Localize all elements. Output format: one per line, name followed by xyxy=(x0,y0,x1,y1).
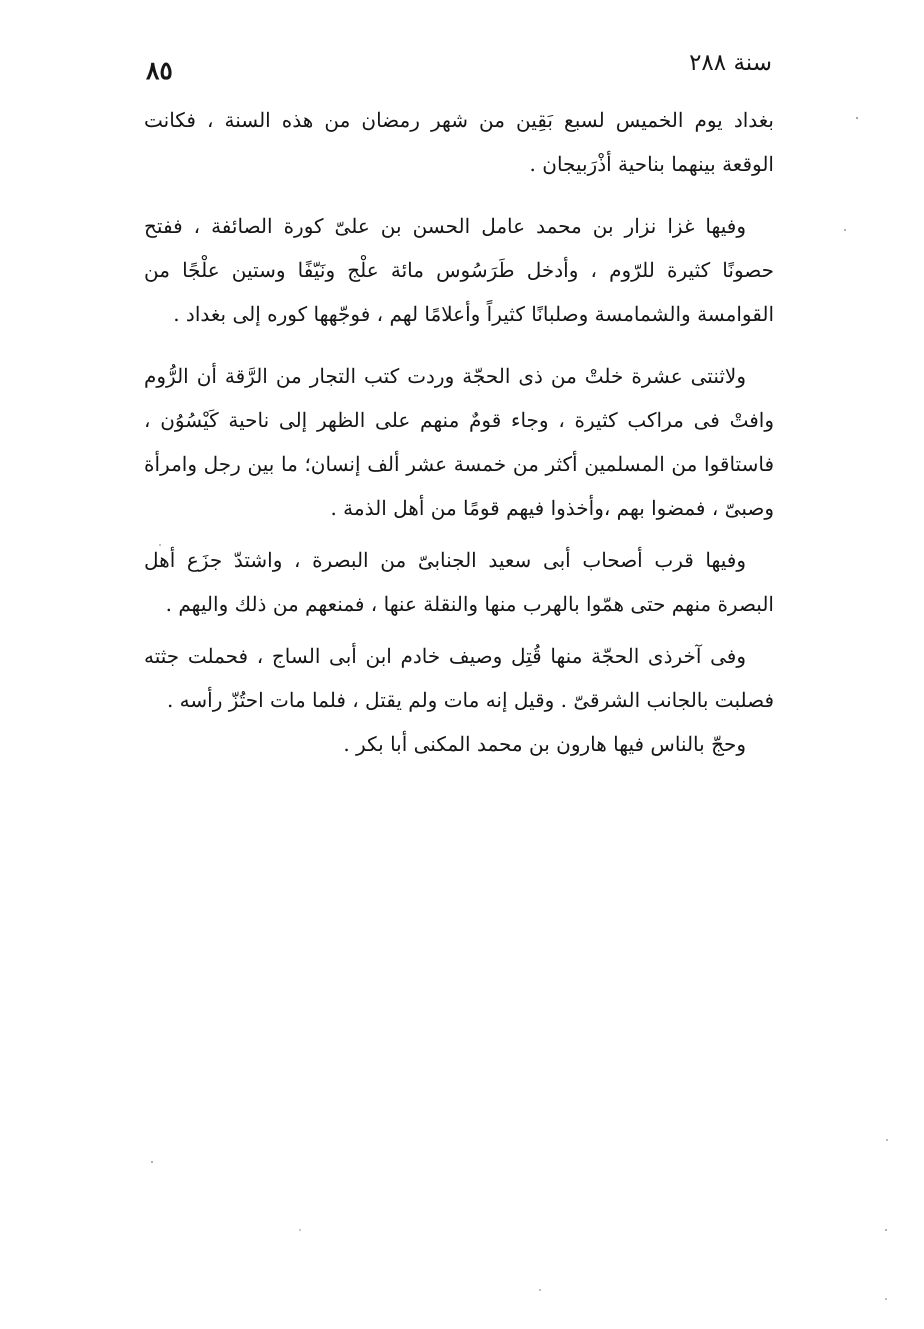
paragraph-baghdad-battle: بغداد يوم الخميس لسبع بَقِين من شهر رمضان من هذه السنة ، فكانت الوقعة بينهما بناحية أذْرَبيجان . xyxy=(144,108,774,176)
paragraph-byzantine-raid: ولاثنتى عشرة خلتْ من ذى الحجّة وردت كتب التجار من الرَّقة أن الرُّوم وافتْ فى مراكب كثيرة ، وجاء قومٌ منهم على الظهر إلى ناحية كَيْسُوُن ، فاستاقوا من المسلمين أكثر من خمسة عشر ألف إنسان؛ ما بين رجل وامرأة وصبىّ ، فمضوا بهم ،وأخذوا فيهم قومًا من أهل الذمة . xyxy=(144,364,774,520)
paragraph-basra-fear: وفيها قرب أصحاب أبى سعيد الجنابىّ من البصرة ، واشتدّ جزَع أهل البصرة منهم حتى همّوا بالهرب منها والنقلة عنها ، فمنعهم من ذلك واليهم . xyxy=(144,548,774,616)
page-number: ٨٥ xyxy=(146,56,173,85)
paragraph-pilgrimage: وحجّ بالناس فيها هارون بن محمد المكنى أبا بكر . xyxy=(343,732,746,756)
paragraph-wasif-killed: وفى آخرذى الحجّة منها قُتِل وصيف خادم ابن أبى الساج ، فحملت جثته فصلبت بالجانب الشرقىّ . وقيل إنه مات ولم يقتل ، فلما مات احتُزّ رأسه . xyxy=(144,644,774,712)
paragraph-nizar-raid: وفيها غزا نزار بن محمد عامل الحسن بن علىّ كورة الصائفة ، ففتح حصونًا كثيرة للرّوم ، وأدخل طَرَسُوس مائة علْج ونَيّفًا وستين علْجًا من القوامسة والشمامسة وصلبانًا كثيراً وأعلامًا لهم ، فوجّهها كوره إلى بغداد . xyxy=(144,214,774,326)
page-body xyxy=(144,98,774,766)
running-head-year: سنة ٢٨٨ xyxy=(689,50,772,76)
page-header xyxy=(146,50,772,90)
